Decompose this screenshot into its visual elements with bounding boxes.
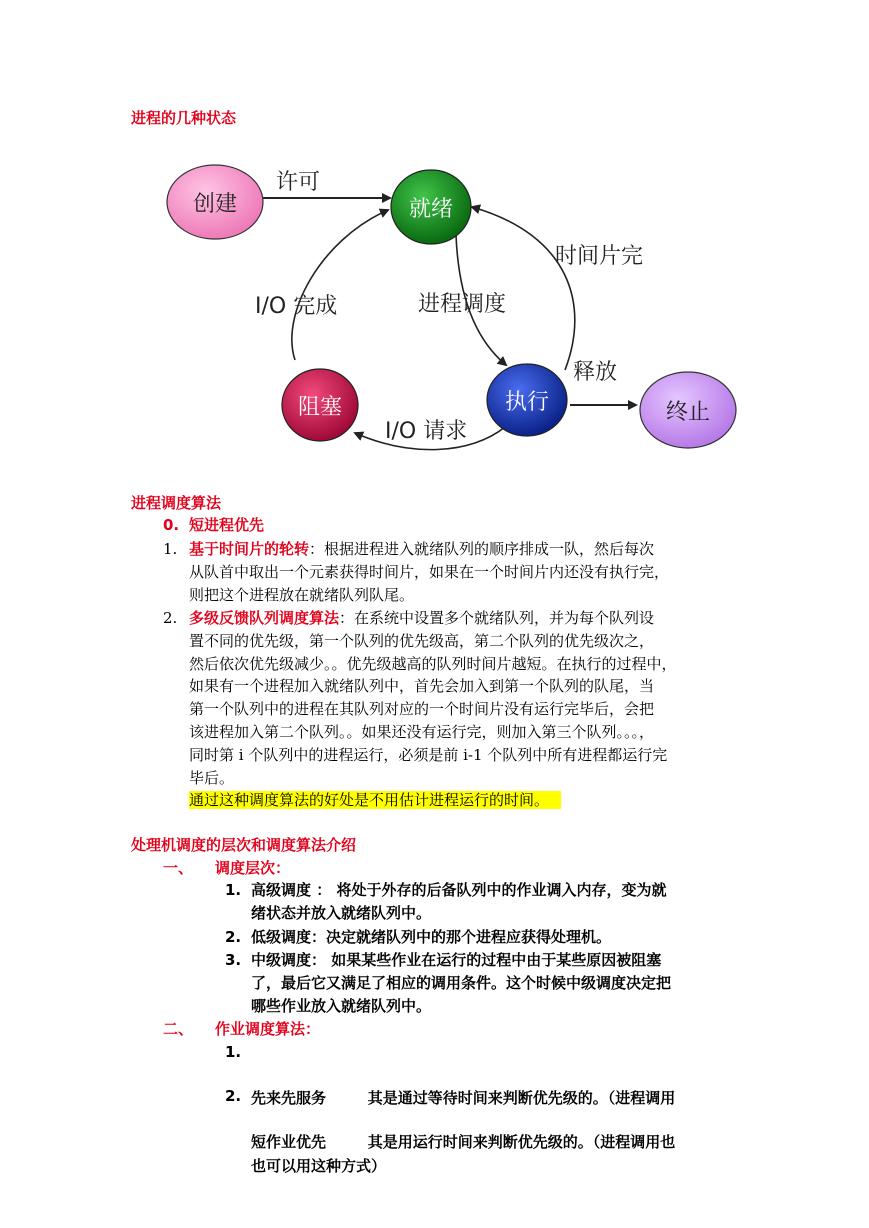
item2-label: 多级反馈队列调度算法 [189, 609, 340, 627]
state-running-label: 执行 [504, 390, 550, 415]
part2-item2-text: 短作业优先 其是用运行时间来判断优先级的。（进程调用也 [251, 1132, 676, 1151]
item2-highlight: 通过这种调度算法的好处是不用估计进程运行的时间。 [189, 791, 561, 809]
part1-item3-text: 中级调度： 如果某些作业在运行的过程中由于某些原因被阻塞 了，最后它又满足了相应的调用条件。这个时候中级调度决定把 哪些作业放入就绪队列中。 [251, 951, 672, 1015]
part2-item1-number: 1. [225, 1043, 242, 1061]
state-blocked-label: 阻塞 [297, 395, 343, 420]
edge-label-permit: 许可 [276, 170, 321, 195]
item1-label: 基于时间片的轮转 [189, 540, 310, 558]
edge-label-timeslice: 时间片完 [555, 244, 644, 269]
state-ready-label: 就绪 [408, 197, 454, 222]
part1-item2-number: 2. [225, 928, 242, 946]
state-running [487, 364, 567, 436]
process-state-diagram [150, 155, 750, 485]
item1-paragraph: 基于时间片的轮转：根据进程进入就绪队列的顺序排成一队，然后每次 从队首中取出一个元素获得时间片，如果在一个时间片内还没有执行完， 则把这个进程放在就绪队列队尾。 [189, 540, 670, 604]
state-create [167, 165, 263, 239]
edge-label-schedule: 进程调度 [418, 292, 507, 317]
part1-item3-number: 3. [225, 951, 242, 969]
edge-io-done [292, 210, 388, 360]
section-title-cpu-scheduling: 处理机调度的层次和调度算法介绍 [131, 836, 357, 854]
item2-paragraph: 多级反馈队列调度算法：在系统中设置多个就绪队列，并为每个队列设 置不同的优先级，第一个队列的优先级高，第二个队列的优先级次之， 然后依次优先级减少。。优先级越高的队列时间片越短。在执行的过程中， 如果有一个进程加入就绪队列中，首先会加入到第一个队列的队尾，当 第一个队列中的进程在其队列对应的一个时间片没有运行完毕后，会把 该进程加入第二个队列。。如果还没有运行完，则加入第三个队列。。。， 同时第 i 个队列中的进程运行，必须是前 i-1 个队列中所有进程都运行完 毕后。 通过这种调度算法的好处是不用估计进程运行的时间。 [189, 609, 677, 810]
part2-label: 作业调度算法： [215, 1020, 321, 1038]
part2-number: 二、 [163, 1020, 194, 1038]
section-title-scheduling-algorithms: 进程调度算法 [131, 494, 222, 512]
state-create-label: 创建 [192, 192, 238, 217]
edge-label-io-request: I/O 请求 [385, 419, 468, 444]
edge-label-io-done: I/O 完成 [255, 294, 338, 319]
part1-item1-number: 1. [225, 881, 242, 899]
item0-text: 短进程优先 [189, 516, 265, 534]
item2-number: 2. [163, 609, 178, 627]
item1-number: 1. [163, 540, 178, 558]
part1-number: 一、 [163, 859, 194, 877]
part1-item1-text: 高级调度 ： 将处于外存的后备队列中的作业调入内存，变为就 绪状态并放入就绪队列中。 [251, 881, 667, 922]
state-terminated [640, 372, 736, 448]
edge-label-release: 释放 [573, 360, 618, 385]
part1-label: 调度层次： [215, 859, 291, 877]
part2-item2-number: 2. [225, 1087, 242, 1105]
state-ready [391, 170, 471, 244]
section-title-process-states: 进程的几种状态 [131, 109, 237, 127]
part1-item2-text: 低级调度：决定就绪队列中的那个进程应获得处理机。 [251, 928, 612, 946]
item0-number: 0. [163, 516, 180, 534]
state-terminated-label: 终止 [665, 400, 711, 425]
state-blocked [282, 369, 358, 441]
part2-item1-text: 先来先服务 其是通过等待时间来判断优先级的。（进程调用 也可以用这种方式） [251, 1088, 676, 1175]
